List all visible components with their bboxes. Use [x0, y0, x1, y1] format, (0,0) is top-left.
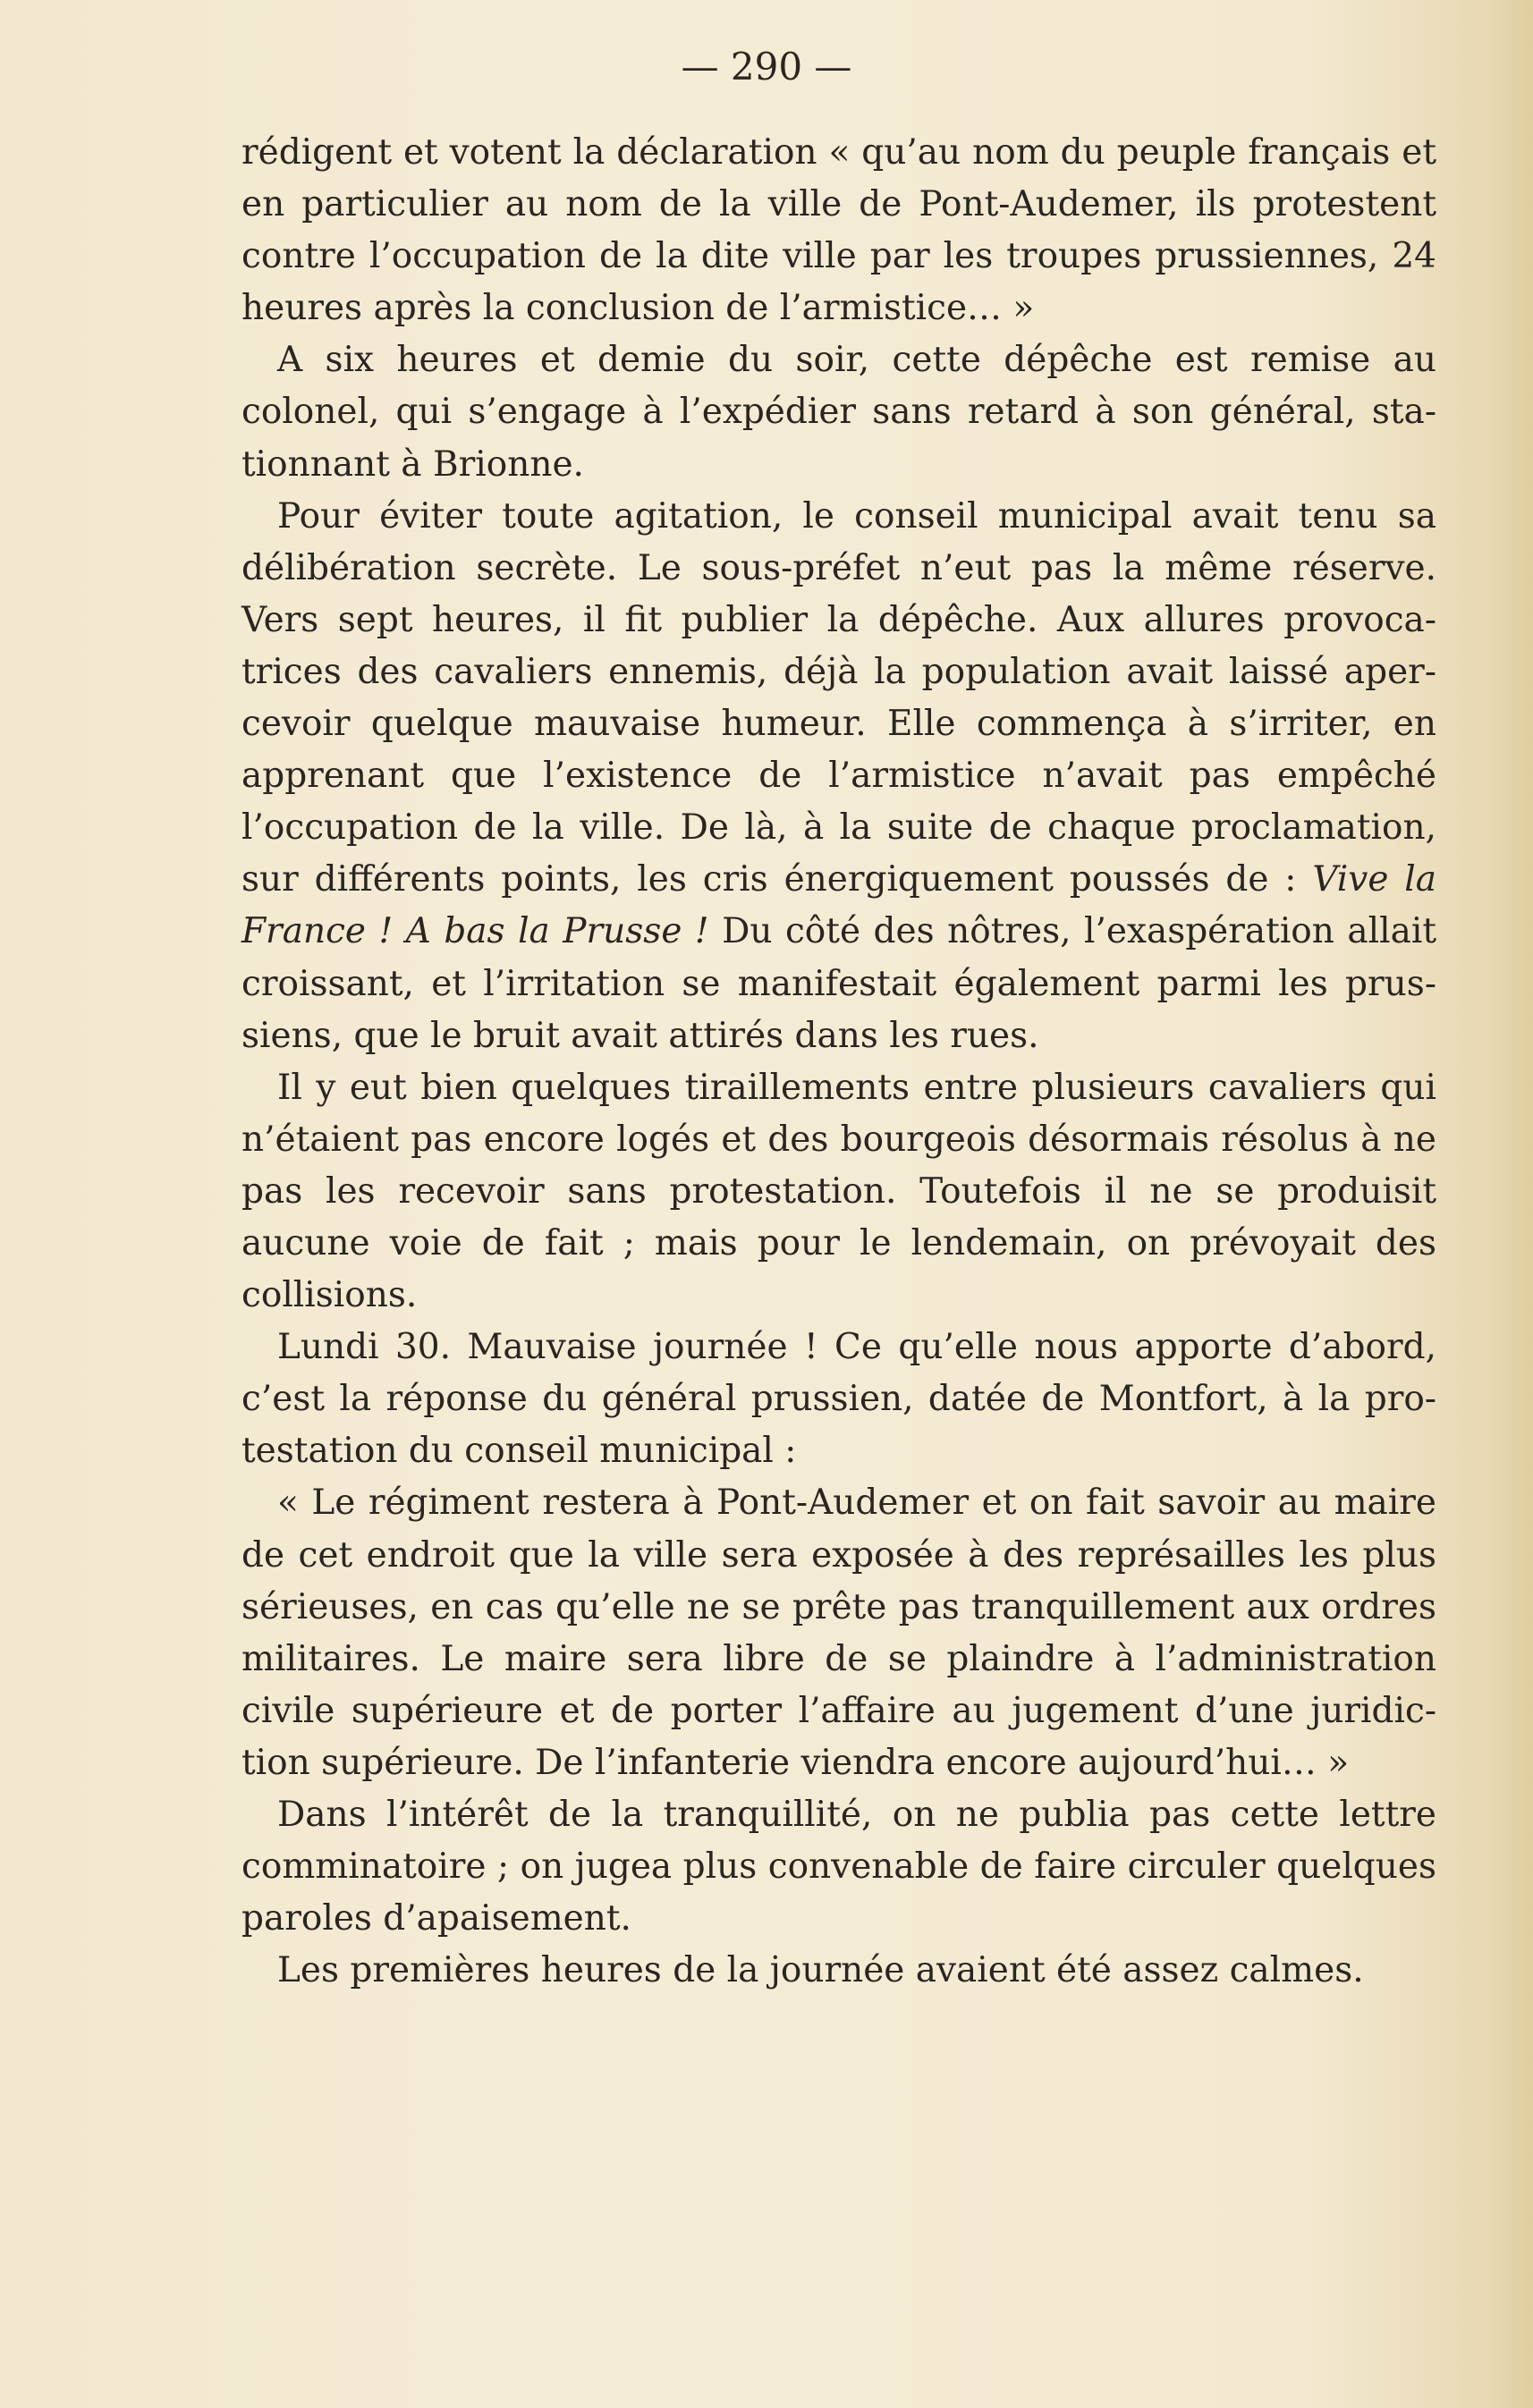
- paragraph-6: « Le régiment restera à Pont-Audemer et on fait savoir au maire de cet endroit que la ville sera exposée à des représailles les plus sérieuses, en cas qu’elle ne se prête pas tranquillement aux ordres militaires. Le maire sera libre de se plaindre à l’administration civile supérieure et de porter l’affaire au jugement d’une juridiction supérieure. De l’infanterie viendra encore aujourd’hui… »: [241, 1483, 1436, 1783]
- paragraph-2: A six heures et demie du soir, cette dépêche est remise au colonel, qui s’engage à l’expédier sans retard à son général, stationnant à Brionne.: [241, 340, 1436, 485]
- paragraph-4: Il y eut bien quelques tiraillements entre plusieurs cavaliers qui n’étaient pas encore logés et des bourgeois désormais résolus à ne pas les recevoir sans protestation. Toutefois il ne se produisit aucune voie de fait ; mais pour le lendemain, on prévoyait des collisions.: [241, 1067, 1436, 1316]
- page-number: — 290 —: [681, 45, 852, 89]
- paragraph-7: Dans l’intérêt de la tranquillité, on ne publia pas cette lettre comminatoire ; on jugea plus convenable de faire circuler quelques paroles d’apaisement.: [241, 1795, 1436, 1939]
- paragraph-3: [241, 491, 1436, 1062]
- paragraph-5: Lundi 30. Mauvaise journée ! Ce qu’elle nous apporte d’abord, c’est la réponse du général prussien, datée de Montfort, à la protestation du conseil municipal :: [241, 1327, 1436, 1472]
- paragraph-3-part-2: Du côté des nôtres, l’exaspération allait croissant, et l’irritation se manifestait également parmi les prussiens, que le bruit avait attirés dans les rues.: [241, 911, 1436, 1056]
- paragraph-3-part-1: Pour éviter toute agitation, le conseil municipal avait tenu sa délibération secrète. Le sous-préfet n’eut pas la même réserve. Vers sept heures, il fit publier la dépêche. Aux allures provocatrices des cavaliers ennemis, déjà la population avait laissé apercevoir quelque mauvaise humeur. Elle commença à s’irriter, en apprenant que l’existence de l’armistice n’avait pas empêché l’occupation de la ville. De là, à la suite de chaque proclamation, sur différents points, les cris énergiquement poussés de :: [241, 495, 1436, 900]
- paragraph-3-italic: Vive la France ! A bas la Prusse !: [241, 859, 1436, 952]
- paragraph-1: rédigent et votent la déclaration « qu’au nom du peuple français et en particulier au nom de la ville de Pont-Audemer, ils protestent contre l’occupation de la dite ville par les troupes prussiennes, 24 heures après la conclusion de l’armistice… »: [241, 132, 1436, 329]
- body-text: [241, 127, 1436, 1997]
- paragraph-8: Les premières heures de la journée avaient été assez calmes.: [277, 1950, 1364, 1991]
